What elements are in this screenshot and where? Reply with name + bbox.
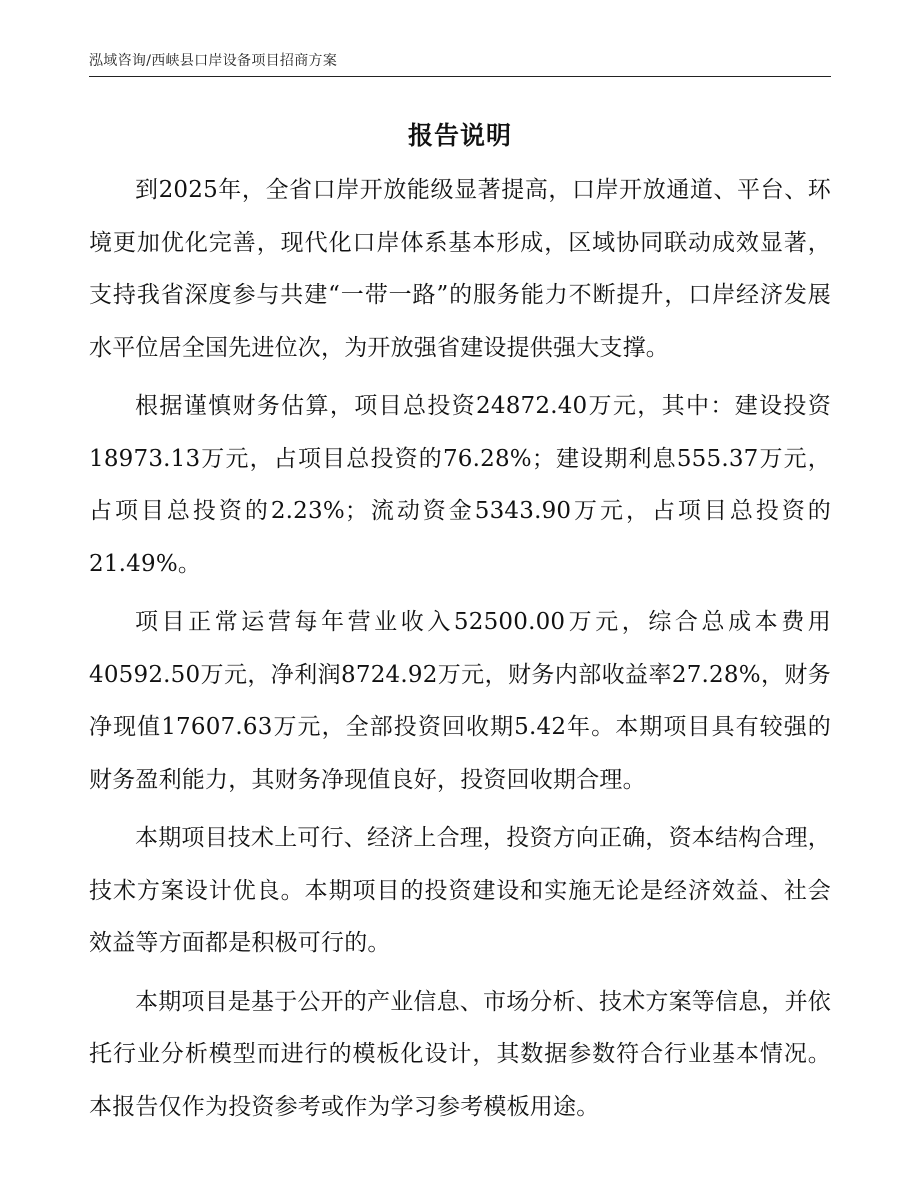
paragraph-disclaimer: 本期项目是基于公开的产业信息、市场分析、技术方案等信息，并依托行业分析模型而进行的模板化设计，其数据参数符合行业基本情况。本报告仅作为投资参考或作为学习参考模板用途。 xyxy=(89,988,831,1120)
paragraph-policy-goals: 到2025年，全省口岸开放能级显著提高，口岸开放通道、平台、环境更加优化完善，现代化口岸体系基本形成，区域协同联动成效显著，支持我省深度参与共建“一带一路”的服务能力不断提升，口岸经济发展水平位居全国先进位次，为开放强省建设提供强大支撑。 xyxy=(89,177,831,361)
running-header: 泓域咨询/西峡县口岸设备项目招商方案 xyxy=(89,53,338,69)
page-title: 报告说明 xyxy=(407,121,512,150)
report-body xyxy=(89,164,831,1139)
header-divider xyxy=(89,76,831,77)
paragraph-financial-returns: 项目正常运营每年营业收入52500.00万元，综合总成本费用40592.50万元，净利润8724.92万元，财务内部收益率27.28%，财务净现值17607.63万元，全部投资回收期5.42年。本期项目具有较强的财务盈利能力，其财务净现值良好，投资回收期合理。 xyxy=(89,609,831,793)
paragraph-investment-estimate: 根据谨慎财务估算，项目总投资24872.40万元，其中：建设投资18973.13万元，占项目总投资的76.28%；建设期利息555.37万元，占项目总投资的2.23%；流动资金5343.90万元，占项目总投资的21.49%。 xyxy=(89,393,831,577)
paragraph-feasibility: 本期项目技术上可行、经济上合理，投资方向正确，资本结构合理，技术方案设计优良。本期项目的投资建设和实施无论是经济效益、社会效益等方面都是积极可行的。 xyxy=(89,825,831,956)
